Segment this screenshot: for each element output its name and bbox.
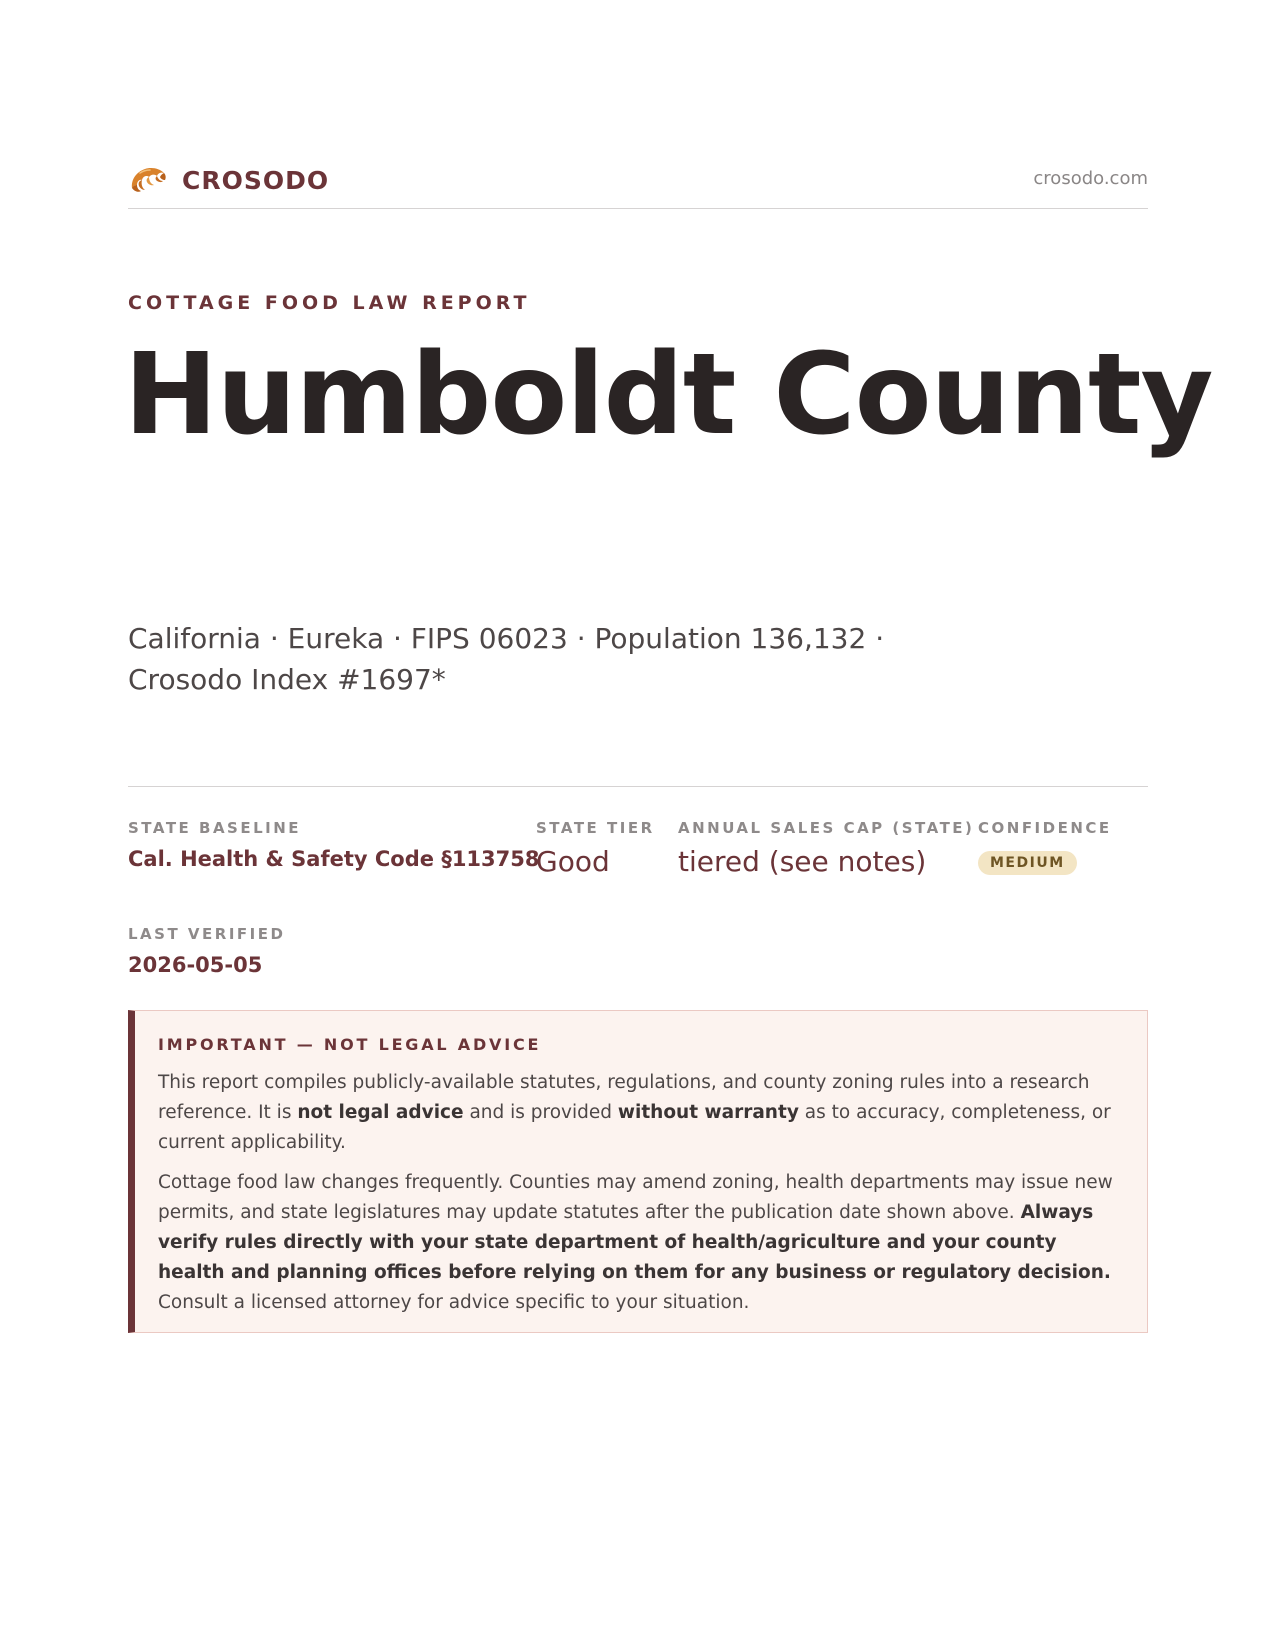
last-verified-value: 2026-05-05 <box>128 953 263 977</box>
disclaimer-emphasis: not legal advice <box>297 1102 464 1123</box>
disclaimer-text: as to accuracy, completeness, or current applicability. <box>158 1102 1111 1153</box>
page-header <box>128 160 1148 210</box>
brand-name: CROSODO <box>182 165 330 195</box>
county-meta-line-1: California · Eureka · FIPS 06023 · Population 136,132 · <box>128 622 885 655</box>
disclaimer-text: Consult a licensed attorney for advice specific to your situation. <box>158 1292 750 1313</box>
disclaimer-heading: IMPORTANT — NOT LEGAL ADVICE <box>158 1035 542 1054</box>
page-title: Humboldt County <box>124 330 1213 460</box>
report-type-label: COTTAGE FOOD LAW REPORT <box>128 292 531 314</box>
county-meta <box>128 618 888 700</box>
last-verified-field <box>128 925 285 977</box>
confidence-field <box>978 819 1112 875</box>
county-meta-line-2: Crosodo Index #1697* <box>128 663 446 696</box>
summary-divider <box>128 786 1148 787</box>
annual-sales-cap-label: ANNUAL SALES CAP (STATE) <box>678 819 975 837</box>
disclaimer-text: Cottage food law changes frequently. Counties may amend zoning, health departments may issue new permits, and state legislatures may update statutes after the publication date shown above. <box>158 1172 1113 1223</box>
disclaimer-emphasis: without warranty <box>617 1102 799 1123</box>
header-divider <box>128 208 1148 209</box>
confidence-badge: MEDIUM <box>978 851 1077 875</box>
confidence-label: CONFIDENCE <box>978 819 1112 837</box>
state-tier-value: Good <box>536 845 610 878</box>
state-baseline-field <box>128 819 540 871</box>
site-url[interactable]: crosodo.com <box>1033 168 1148 189</box>
brand <box>128 160 329 200</box>
disclaimer-emphasis: Always verify rules directly with your state department of health/agriculture and your county health and planning offices before relying on them for any business or regulatory decision. <box>158 1202 1111 1283</box>
disclaimer-paragraph-2 <box>158 1168 1123 1318</box>
croissant-icon <box>128 160 168 200</box>
state-baseline-label: STATE BASELINE <box>128 819 302 837</box>
state-baseline-value: Cal. Health & Safety Code §113758 <box>128 847 540 871</box>
annual-sales-cap-field <box>678 819 974 878</box>
disclaimer-text: This report compiles publicly-available statutes, regulations, and county zoning rules into a research reference. It is <box>158 1072 1090 1123</box>
state-tier-label: STATE TIER <box>536 819 655 837</box>
state-tier-field <box>536 819 655 878</box>
annual-sales-cap-value: tiered (see notes) <box>678 845 927 878</box>
disclaimer-text: and is provided <box>463 1102 618 1123</box>
legal-disclaimer <box>128 1010 1148 1333</box>
disclaimer-paragraph-1 <box>158 1068 1123 1158</box>
last-verified-label: LAST VERIFIED <box>128 925 286 943</box>
